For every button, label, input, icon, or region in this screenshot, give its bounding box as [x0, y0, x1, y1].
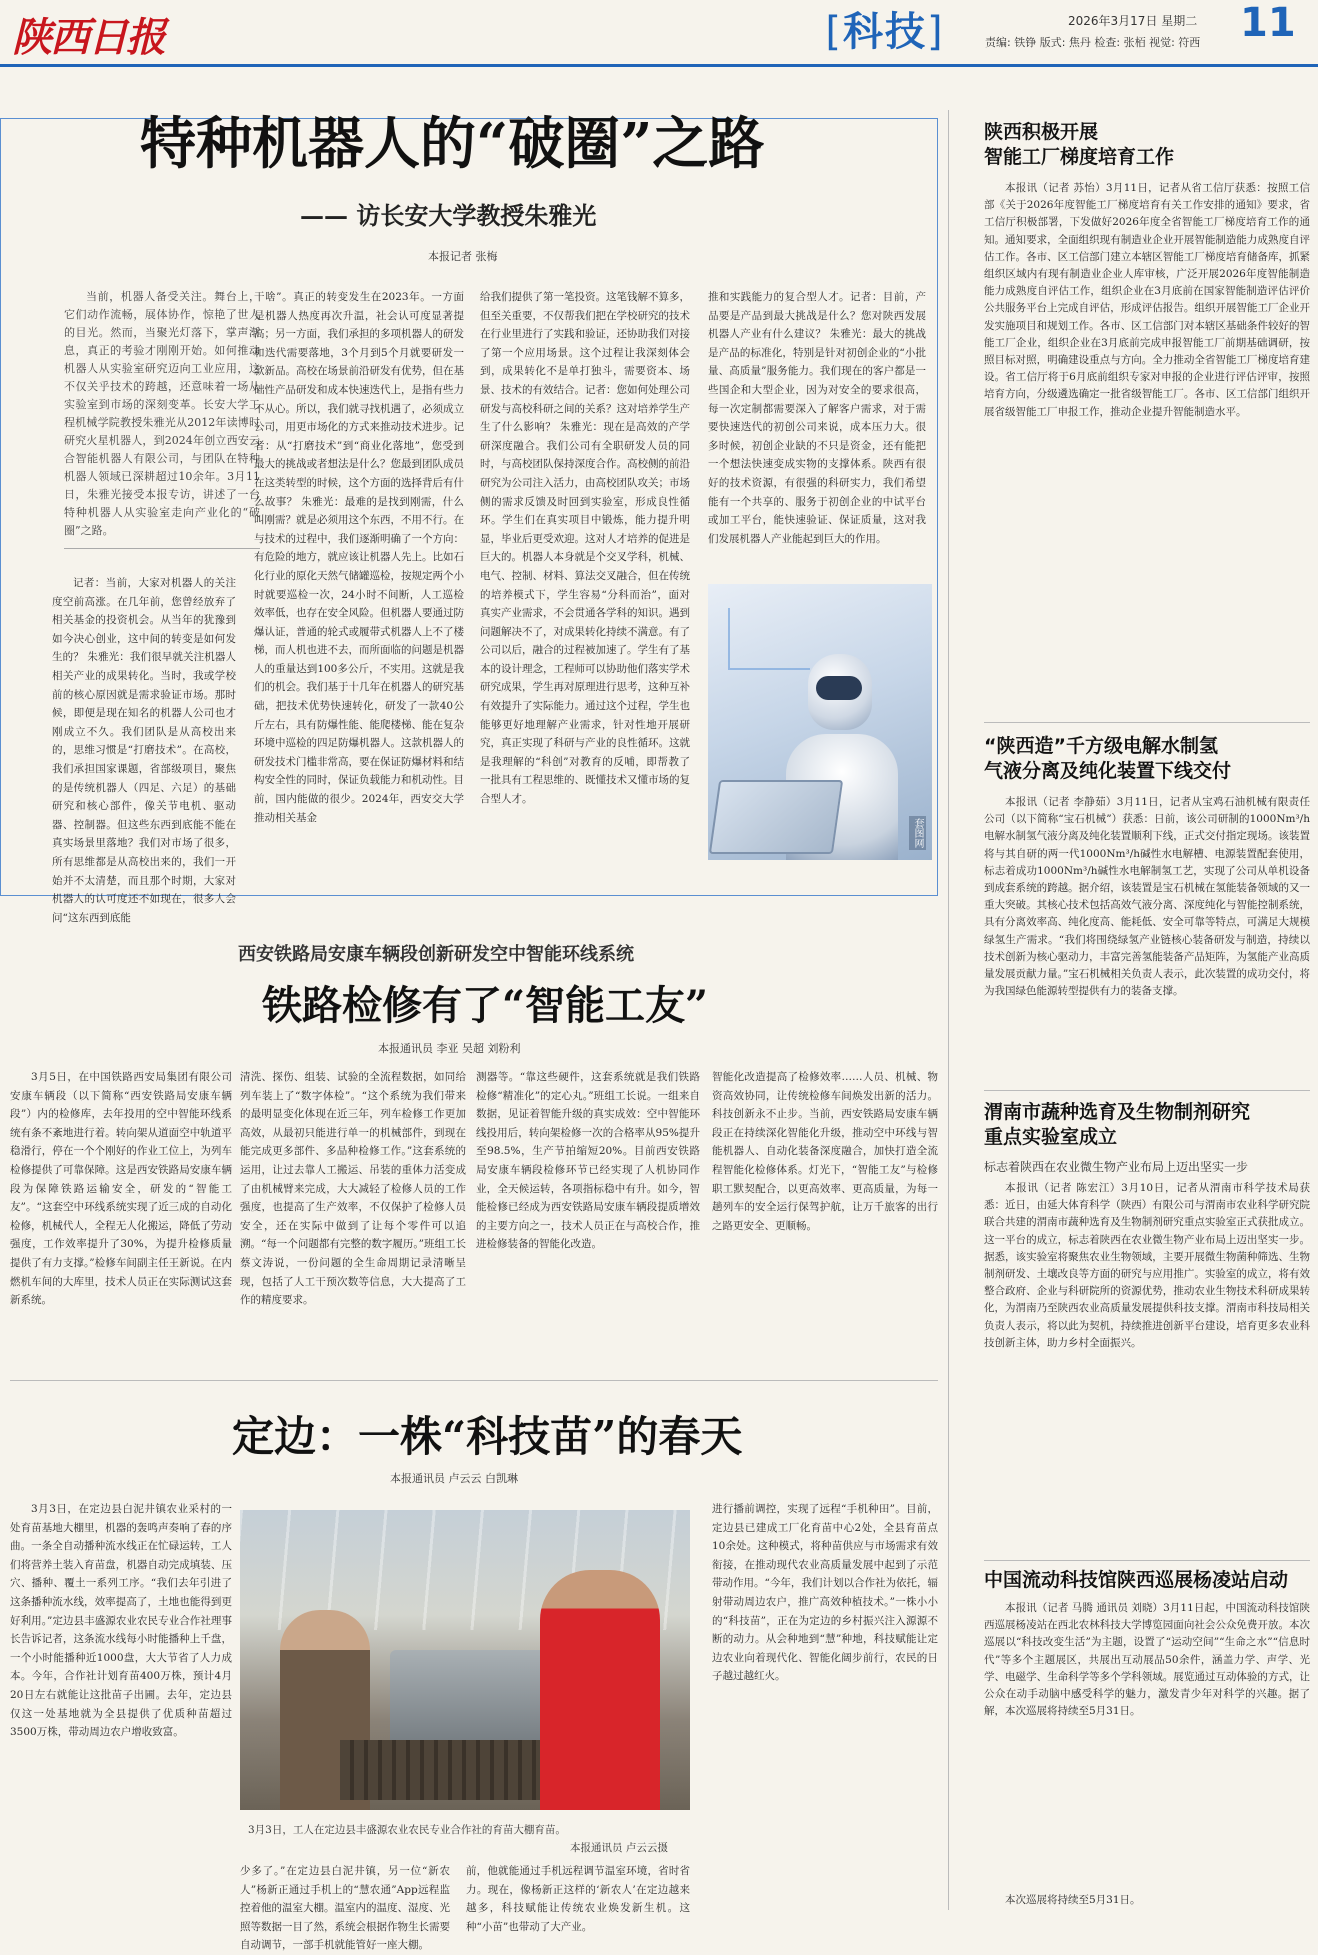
photo-credit: 本报通讯员 卢云云摄 [570, 1842, 668, 1854]
article3-column-3: 前，他就能通过手机远程调节温室环境，省时省力。现在，像杨新正这样的‘新农人’在定边越来越多，科技赋能让传统农业焕发新生机。这种“小苗”也带动了大产业。 [466, 1865, 690, 1933]
article2-kicker: 西安铁路局安康车辆段创新研发空中智能环线系统 [238, 944, 634, 965]
article3-column-4: 进行播前调控，实现了远程“手机种田”。目前，定边县已建成工厂化育苗中心2处，全县育苗点10余处。这种模式，将种苗供应与市场需求有效衔接，在推动现代农业高质量发展中起到了示范带动作用。“今年，我们计划以合作社为依托，辐射带动周边农户，推广高效种植技术。”一株小小的“科技苗”，正在为定边的乡村振兴注入源源不断的动力。从会种地到“慧”种地，科技赋能让定边农业向着现代化、智能化阔步前行，农民的日子越过越红火。 [712, 1503, 938, 1683]
article2-column-3: 测器等。“靠这些硬件，这套系统就是我们铁路检修“精准化”的定心丸。”班组工长说。一组来自数据，见证着智能升级的真实成效：空中智能环线投用后，转向架检修一次的合格率从95%提升至98.5%，生产节拍缩短20%。目前西安铁路局安康车辆段检修环节已经实现了人机协同作业，全天候运转，各项指标稳中有升。如今，智能检修已经成为西安铁路局安康车辆段提质增效的主要方向之一，技术人员正在与高校合作，推进检修装备的智能化改造。 [476, 1071, 700, 1251]
chart-graphic [728, 608, 810, 670]
image-credit: 套图网 [909, 816, 926, 850]
article1-column-4: 推和实践能力的复合型人才。记者：目前，产品要是产品到最大挑战是什么？您对陕西发展机器人产业有什么建议？ 朱雅光：最大的挑战是产品的标准化，特别是针对初创企业的“小批量、高质量”服务能力。我们现在的客户都是一些国企和大型企业，因为对安全的要求很高，每一次定制都需要深入了解客户需求，对于需要快速迭代的初创公司来说，成本压力大。很多时候，初创企业缺的不只是资金，还有能把一个想法快速变成实物的支撑体系。陕西有很好的技术资源，有很强的科研实力，我们希望能有一个共享的、服务于初创企业的中试平台或加工平台，能快速验证、保证质量，这对我们发展机器人产业能起到巨大的作用。 [708, 291, 926, 545]
section-bracket-open: [ [825, 9, 843, 55]
article3-byline: 本报通讯员 卢云云 白凯琳 [390, 1472, 518, 1485]
article1-column-2: 干啥”。真正的转变发生在2023年。一方面是机器人热度再次升温，社会认可度显著提高；另一方面，我们承担的多项机器人的研发和迭代需要落地，3个月到5个月就要研发一款新品。高校在场景前沿研发有优势，但在基础性产品研发和成本快速迭代上，是指有些力不从心。所以，我们就寻找机遇了，必须成立公司，用更市场化的方式来推动技术进步。记者：从“打磨技术”到“商业化落地”，您受到最大的挑战或者想法是什么？您最到团队成员在这类转型的时候，这个方面的选择背后有什么故事？ 朱雅光：最难的是找到刚需，什么叫刚需？就是必须用这个东西，不用不行。在与技术的过程中，我们逐渐明确了一个方向：有危险的地方，就应该让机器人先上。比如石化行业的原化天然气储罐巡检，按规定两个小时就要巡检一次，24小时不间断，人工巡检效率低，也存在安全风险。但机器人要通过防爆认证，普通的轮式或履带式机器人上不了楼梯，而人机也进不去，而所面临的问题是机器人的重量达到100多公斤，不实用。这就是我们的机会。我们基于十几年在机器人的研究基础，把技术优势快速转化，研发了一款40公斤左右，具有防爆性能、能爬楼梯、能在复杂环境中巡检的四足防爆机器人。这款机器人的研发技术门槛非常高，要在保证防爆材料和结构安全性的同时，保证负载能力和机动性。目前，国内能做的很少。2024年，西安交大学推动相关基金 [254, 291, 464, 824]
article3-column-1: 3月3日，在定边县白泥井镇农业采村的一处育苗基地大棚里，机器的轰鸣声奏响了春的序曲。一条全自动播种流水线正在忙碌运转，工人们将营养土装入育苗盘，机器自动完成填装、压穴、播种、覆土一系列工序。“我们去年引进了这条播种流水线，效率提高了，土地也能得到更好利用。”定边县丰盛源农业农民专业合作社理事长告诉记者，这条流水线每小时能播种上千盘，一个小时能播种近1000盘，大大节省了人力成本。今年，合作社计划育苗400万株，预计4月20日左右就能让这批苗子出圃。去年，定边县仅这一处基地就为全县提供了优质种苗超过3500万株，带动周边农户增收致富。 [10, 1503, 232, 1739]
article2-title: 铁路检修有了“智能工友” [262, 982, 709, 1029]
worker-figure-red [540, 1570, 660, 1810]
article2-column-1: 3月5日，在中国铁路西安局集团有限公司安康车辆段（以下简称“西安铁路局安康车辆段”）内的检修库，去年投用的空中智能环线系统有条不紊地进行着。转向架从道面空中轨道平稳滑行，停在一个个刚好的作业工位上，为列车检修提供了可靠保障。这是西安铁路局安康车辆段为保障铁路运输安全，研发的“智能工友”。“这套空中环线系统实现了近三成的自动化检修，机械代人，全程无人化搬运，降低了劳动强度，工作效率提升了30%，为提升检修质量提供了有力支撑。”检修车间副主任王新说。在内燃机车间的大库里，技术人员正在实际测试这套新系统。 [10, 1071, 232, 1307]
masthead-rule [0, 64, 1318, 67]
article-divider [10, 1380, 938, 1381]
section-label [810, 0, 960, 57]
sidebar-story-3-subtitle: 标志着陕西在农业微生物产业布局上迈出坚实一步 [984, 1160, 1249, 1174]
sidebar-story-2-body: 本报讯（记者 李静茹）3月11日，记者从宝鸡石油机械有限责任公司（以下简称“宝石机械”）获悉：日前，该公司研制的1000Nm³/h电解水制氢气液分离及纯化装置顺利下线，正式交付指定现场。该装置将与其自研的两一代1000Nm³/h碱性水电解槽、电源装置配套使用，标志着成功1000Nm³/h碱性水电解制氢工艺，实现了公司从单机设备到成套系统的跨越。据介绍，该装置是宝石机械在氢能装备领域的又一重大突破。其核心技术包括高效气液分离、深度纯化与智能控制系统，具有分离效率高、纯化度高、能耗低、安全可靠等特点，可满足大规模绿氢生产需求。“我们将围绕绿氢产业链核心装备研发与制造，持续以技术创新为核心驱动力，丰富完善氢能装备产品矩阵，为氢能产业高质量发展贡献力量。”宝石机械相关负责人表示，此次装置的成功交付，将为我国绿色能源转型提供有力的装备支撑。 [984, 796, 1310, 998]
robot-illustration [708, 584, 932, 860]
sidebar-story-1-body: 本报讯（记者 苏怡）3月11日，记者从省工信厅获悉：按照工信部《关于2026年度智能工厂梯度培育有关工作安排的通知》要求，省工信厅积极部署，下发做好2026年度全省智能工厂梯度培育工作的通知。通知要求，全面组织现有制造业企业开展智能制造能力成熟度自评估工作。各市、区工信部门建立本辖区智能工厂梯度培育储备库，抓紧组织区域内有现有制造业企业人库审核，广泛开展2026年度智能制造能力成熟度自评估工作，组织企业在3月底前在国家智能制造评估评价公共服务平台上完成自评估，形成评估报告。组织开展智能工厂企业开发实施项目和规划工作。各市、区工信部门对本辖区基础条件较好的智能工厂企业，组织企业在3月底前完成申报智能工厂前期基础调研，按照目标对照，明确建设重点与方向。全力推动全省智能工厂梯度培育建设。省工信厅将于6月底前组织专家对申报的企业进行评估评审，按照培育方向，分级遴选确定一批省级智能工厂。各市、区工信部门组织开展省级智能工厂申报工作，推动企业提升智能制造水平。 [984, 182, 1310, 418]
sidebar-footer: 本次巡展将持续至5月31日。 [1005, 1894, 1141, 1906]
article1-column-3: 给我们提供了第一笔投资。这笔钱解不算多，但至关重要，不仅帮我们把在学校研究的技术在行业里进行了实践和验证，还协助我们对接了第一个应用场景。这个过程让我深刻体会到，成果转化不是单打独斗，需要资本、场景、技术的有效结合。记者：您如何处理公司研发与高校科研之间的关系？这对培养学生产生了什么影响？ 朱雅光：现在是高效的产学研深度融合。我们公司有全职研发人员的同时，与高校团队保持深度合作。高校侧的前沿研究为公司注入活力，由高校团队攻关；市场侧的需求反馈及时回到实验室，形成良性循环。学生们在真实项目中锻炼，能力提升明显，毕业后更受欢迎。这对人才培养的促进是巨大的。机器人本身就是个交叉学科，机械、电气、控制、材料、算法交叉融合，但在传统的培养模式下，学生容易“分科而治”，面对真实产业需求，不会贯通各学科的知识。遇到问题解决不了，对成果转化持续不满意。有了公司以后，融合的过程被加速了。学生有了基本的设计理念，工程师可以协助他们落实学术研究成果，学生再对原理进行思考，这种互补有效提升了实际能力。通过这个过程，学生也能够更好地理解产业需求，针对性地开展研究，真正实现了科研与产业的良性循环。这就是我理解的“科创”对教育的反哺，即帮教了一批具有工程思维的、既懂技术又懂市场的复合型人才。 [480, 291, 690, 806]
article1-byline: 本报记者 张梅 [428, 250, 498, 263]
article3-title: 定边：一株“科技苗”的春天 [232, 1412, 743, 1461]
article1-column-1: 记者：当前，大家对机器人的关注度空前高涨。在几年前，您曾经放弃了相关基金的投资机会。从当年的犹豫到如今决心创业，这中间的转变是如何发生的？ 朱雅光：我们很早就关注机器人相关产业的成果转化。当时，我或学校前的核心原因就是需求验证市场。那时候，即便是现在知名的机器人公司也才刚成立不久。我们团队是从高校出来的，思维习惯是“打磨技术”。在高校，我们承担国家课题，省部级项目，聚焦的是传统机器人（四足、六足）的基础研究和核心部件，像关节电机、驱动器、控制器。但这些东西到底能不能在真实场景里落地？我们对市场了很多，所有思维都是从高校出来的，我们一开始并不太清楚，而且那个时期，大家对机器人的认可度还不如现在，很多人会问“这东西到底能 [52, 577, 236, 924]
sidebar-rule-1 [984, 722, 1310, 723]
article1-subtitle: —— 访长安大学教授朱雅光 [300, 201, 597, 230]
seedling-photo [240, 1510, 690, 1810]
robot-visor-icon [816, 676, 862, 700]
sidebar-story-4-title: 中国流动科技馆陕西巡展杨凌站启动 [984, 1569, 1289, 1591]
sidebar-divider [948, 110, 949, 1910]
sidebar-story-3-body: 本报讯（记者 陈宏江）3月10日，记者从渭南市科学技术局获悉：近日，由延大体育科学（陕西）有限公司与渭南市农业科学研究院联合共建的渭南市蔬种选育及生物制剂研究重点实验室正式获批成立。这一平台的成立，标志着陕西在农业微生物产业布局上迈出坚实一步。据悉，该实验室将聚焦农业生物领域，主要开展微生物菌种筛选、生物制剂研发、土壤改良等方面的研究与应用推广。实验室的成立，将有效整合政府、企业与科研院所的资源优势，推动农业生物技术科研成果转化，为渭南乃至陕西农业高质量发展提供科技支撑。渭南市科技局相关负责人表示，将以此为契机，持续推进创新平台建设，培育更多农业科技创新主体，助力乡村全面振兴。 [984, 1182, 1310, 1349]
sidebar-story-1-title: 陕西积极开展 智能工厂梯度培育工作 [984, 121, 1175, 168]
newspaper-logo: 陕西日报 [12, 14, 164, 61]
article1-title: 特种机器人的“破圈”之路 [140, 111, 765, 177]
lead-divider [64, 548, 260, 549]
sidebar-story-4-body: 本报讯（记者 马腾 通讯员 刘晓）3月11日起，中国流动科技馆陕西巡展杨凌站在西北农林科技大学博览园面向社会公众免费开放。本次巡展以“科技改变生活”为主题，设置了“运动空间”“生命之水”“信息时代”等多个主题展区，共展出互动展品50余件，涵盖力学、声学、光学、电磁学、生命科学等多个学科领域。展览通过互动体验的方式，让公众在动手动脑中感受科学的魅力，激发青少年对科学的兴趣。据了解，本次巡展将持续至5月31日。 [984, 1602, 1310, 1718]
sidebar-rule-3 [984, 1560, 1310, 1561]
page-number: 11 [1240, 0, 1296, 46]
article3-column-2: 少多了。”在定边县白泥井镇，另一位“新农人”杨新正通过手机上的“慧农通”App远程监控着他的温室大棚。温室内的温度、湿度、光照等数据一目了然，系统会根据作物生长需要自动调节，一部手机就能管好一座大棚。 [240, 1865, 450, 1952]
article2-column-4: 智能化改造提高了检修效率……人员、机械、物资高效协同，让传统检修车间焕发出新的活力。科技创新永不止步。当前，西安铁路局安康车辆段正在持续深化智能化升级，推动空中环线与智能机器人、自动化装备深度融合，加快打造全流程智能化检修体系。灯光下，“智能工友”与检修职工默契配合，以更高效率、更高质量，为每一趟列车的安全运行保驾护航，让万千旅客的出行之路更安全、更顺畅。 [712, 1071, 938, 1232]
article1-lead: 当前，机器人备受关注。舞台上，它们动作流畅，展体协作，惊艳了世人的目光。然而，当聚光灯落下，掌声渐息，真正的考验才刚刚开始。如何推动机器人从实验室研究迈向工业应用，这不仅关乎技术的跨越，还意味着一场从实验室到市场的深刻变革。长安大学工程机械学院教授朱雅光从2012年读博时研究火星机器人，到2024年创立西安云合智能机器人有限公司，与团队在特种机器人领域已深耕超过10余年。3月11日，朱雅光接受本报专访，讲述了一台特种机器人从实验室走向产业化的“破圈”之路。 [64, 290, 260, 537]
article2-column-2: 清洗、探伤、组装、试验的全流程数据，如同给列车装上了“数字体检”。“这个系统为我们带来的最明显变化体现在近三年，列车检修工作更加高效，从最初只能进行单一的机械部件，到现在能完成更多部件、多品种检修工作。”这套系统的运用，让过去靠人工搬运、吊装的重体力活变成了由机械臂来完成，大大减轻了检修人员的工作强度，也提高了生产效率，不仅保护了检修人员安全，还在实际中做到了让每个零件可以追溯。“每一个问题都有完整的数字履历。”班组工长蔡文涛说，一份问题的全生命周期记录清晰呈现，包括了人工干预次数等信息，大大提高了工作的精度要求。 [240, 1071, 466, 1307]
sidebar-story-3-title: 渭南市蔬种选育及生物制剂研究 重点实验室成立 [984, 1101, 1251, 1148]
sidebar-rule-2 [984, 1090, 1310, 1091]
issue-date: 2026年3月17日 星期二 [1068, 14, 1198, 28]
article2-byline: 本报通讯员 李亚 吴超 刘粉利 [378, 1042, 521, 1055]
section-name: 科技 [843, 9, 927, 55]
editor-credits: 责编: 铁铮 版式: 焦丹 检查: 张栢 视觉: 符西 [985, 36, 1201, 49]
laptop-icon [709, 780, 843, 854]
photo-caption: 3月3日，工人在定边县丰盛源农业农民专业合作社的育苗大棚育苗。 [248, 1824, 566, 1836]
sidebar-story-2-title: “陕西造”千方级电解水制氢 气液分离及纯化装置下线交付 [984, 735, 1232, 782]
section-bracket-close: ] [927, 9, 945, 55]
